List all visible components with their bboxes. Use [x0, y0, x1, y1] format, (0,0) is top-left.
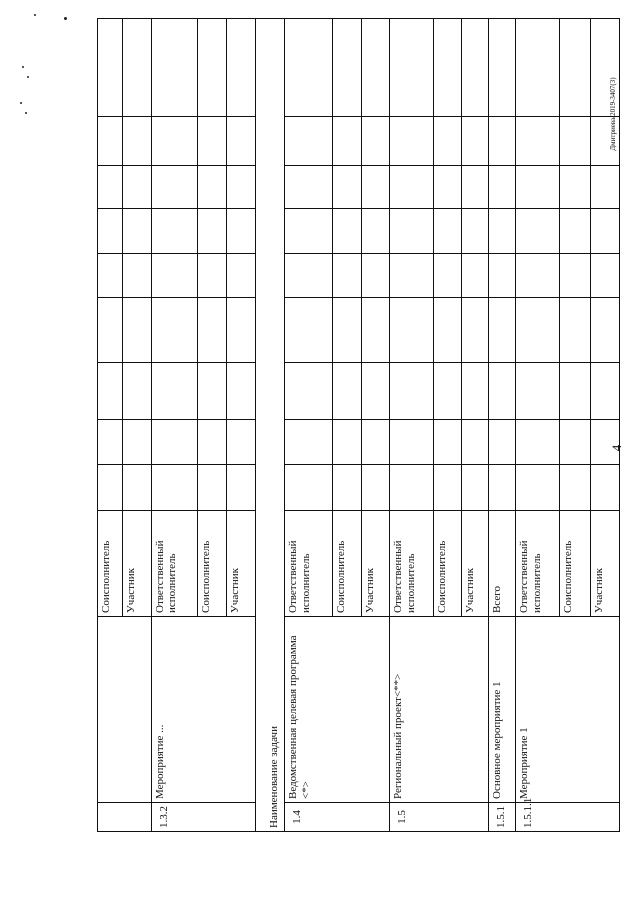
- table-row: [151, 19, 197, 832]
- row-name: Региональный проект<**>: [390, 617, 488, 803]
- row-number: 1.3.2: [151, 803, 255, 832]
- document-stamp: Дмитриева/2019-3407(3): [609, 77, 617, 151]
- row-role: Участник: [591, 511, 620, 617]
- row-number: [98, 803, 152, 832]
- row-role: Ответственный исполнитель: [285, 511, 333, 617]
- table-row: [488, 19, 515, 832]
- section-label: Наименование задачи: [255, 19, 285, 832]
- row-role: Соисполнитель: [98, 511, 123, 617]
- table-row: [98, 19, 123, 832]
- row-name: [98, 617, 152, 803]
- scan-speck: [25, 112, 27, 114]
- row-role: Участник: [227, 511, 255, 617]
- row-role: Участник: [361, 511, 389, 617]
- row-name: Мероприятие 1: [515, 617, 619, 803]
- scan-speck: [34, 14, 36, 16]
- scan-speck: [64, 17, 67, 20]
- table-row: [515, 19, 559, 832]
- row-role: Участник: [123, 511, 151, 617]
- row-name: Ведомственная целевая программа <*>: [285, 617, 390, 803]
- table-row: [390, 19, 434, 832]
- row-role: Всего: [488, 511, 515, 617]
- row-role: Соисполнитель: [433, 511, 461, 617]
- row-role: Ответственный исполнитель: [390, 511, 434, 617]
- scan-speck: [27, 76, 29, 78]
- table-row: [285, 19, 333, 832]
- row-number: 1.5: [390, 803, 488, 832]
- section-row: [255, 19, 285, 832]
- row-name: Основное мероприятие 1: [488, 617, 515, 803]
- row-role: Участник: [462, 511, 488, 617]
- row-number: 1.5.1: [488, 803, 515, 832]
- responsibility-table: [97, 18, 620, 832]
- row-role: Ответственный исполнитель: [151, 511, 197, 617]
- row-role: Соисполнитель: [333, 511, 361, 617]
- row-number: 1.4: [285, 803, 390, 832]
- rotated-table-container: [97, 19, 620, 832]
- scan-speck: [22, 66, 24, 68]
- page-number: 4: [609, 444, 624, 452]
- row-role: Соисполнитель: [559, 511, 591, 617]
- row-number: 1.5.1.1: [515, 803, 619, 832]
- row-name: Мероприятие ...: [151, 617, 255, 803]
- scan-speck: [20, 102, 22, 104]
- row-role: Соисполнитель: [197, 511, 227, 617]
- row-role: Ответственный исполнитель: [515, 511, 559, 617]
